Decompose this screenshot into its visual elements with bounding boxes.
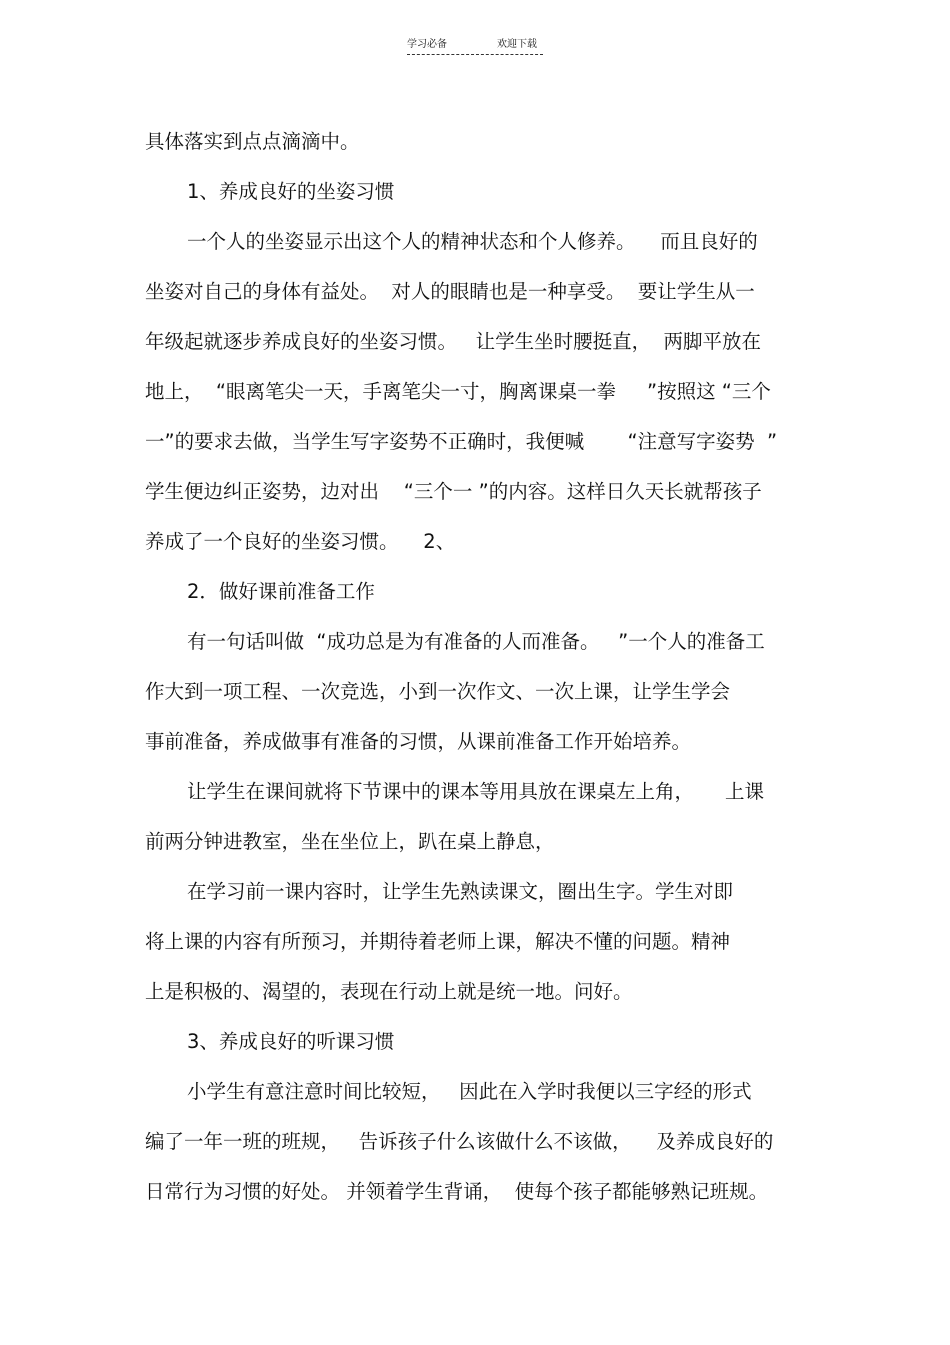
text-line: 作大到一项工程、一次竞选，小到一次作文、一次上课，让学生学会 [145,680,731,703]
page-header [407,38,543,58]
text-line: 一个人的坐姿显示出这个人的精神状态和个人修养。 而且良好的 [187,230,758,253]
text-line: 有一句话叫做 “成功总是为有准备的人而准备。 ”一个人的准备工 [187,630,765,653]
section-heading: 1、养成良好的坐姿习惯 [187,180,395,203]
text-line: 学生便边纠正姿势，边对出 “三个一 ”的内容。这样日久天长就帮孩子 [145,480,762,503]
header-dashed-rule [407,54,543,55]
text-line: 年级起就逐步养成良好的坐姿习惯。 让学生坐时腰挺直， 两脚平放在 [145,330,761,353]
text-line: 事前准备，养成做事有准备的习惯，从课前准备工作开始培养。 [145,730,692,753]
text-line: 上是积极的、渴望的，表现在行动上就是统一地。问好。 [145,980,633,1003]
text-line: 具体落实到点点滴滴中。 [145,130,360,153]
section-heading: 3、养成良好的听课习惯 [187,1030,395,1053]
text-line: 坐姿对自己的身体有益处。 对人的眼睛也是一种享受。 要让学生从一 [145,280,755,303]
text-line: 地上， “眼离笔尖一天，手离笔尖一寸，胸离课桌一拳 ”按照这 “三个 [145,380,771,403]
text-line: 将上课的内容有所预习，并期待着老师上课，解决不懂的问题。精神 [145,930,731,953]
header-left-text: 学习必备 [407,39,447,50]
text-line: 前两分钟进教室，坐在坐位上，趴在桌上静息， [145,830,555,853]
section-heading: 2．做好课前准备工作 [187,580,375,603]
text-line: 让学生在课间就将下节课中的课本等用具放在课桌左上角， 上课 [187,780,764,803]
text-line: 日常行为习惯的好处。 并领着学生背诵， 使每个孩子都能够熟记班规。 [145,1180,769,1203]
text-line: 小学生有意注意时间比较短， 因此在入学时我便以三字经的形式 [187,1080,752,1103]
text-line: 编了一年一班的班规， 告诉孩子什么该做什么不该做， 及养成良好的 [145,1130,774,1153]
text-line: 一”的要求去做，当学生写字姿势不正确时，我便喊 “注意写字姿势 ” [145,430,778,453]
text-line: 养成了一个良好的坐姿习惯。 2、 [145,530,456,553]
text-line: 在学习前一课内容时，让学生先熟读课文，圈出生字。学生对即 [187,880,734,903]
header-right-text: 欢迎下载 [497,39,537,50]
